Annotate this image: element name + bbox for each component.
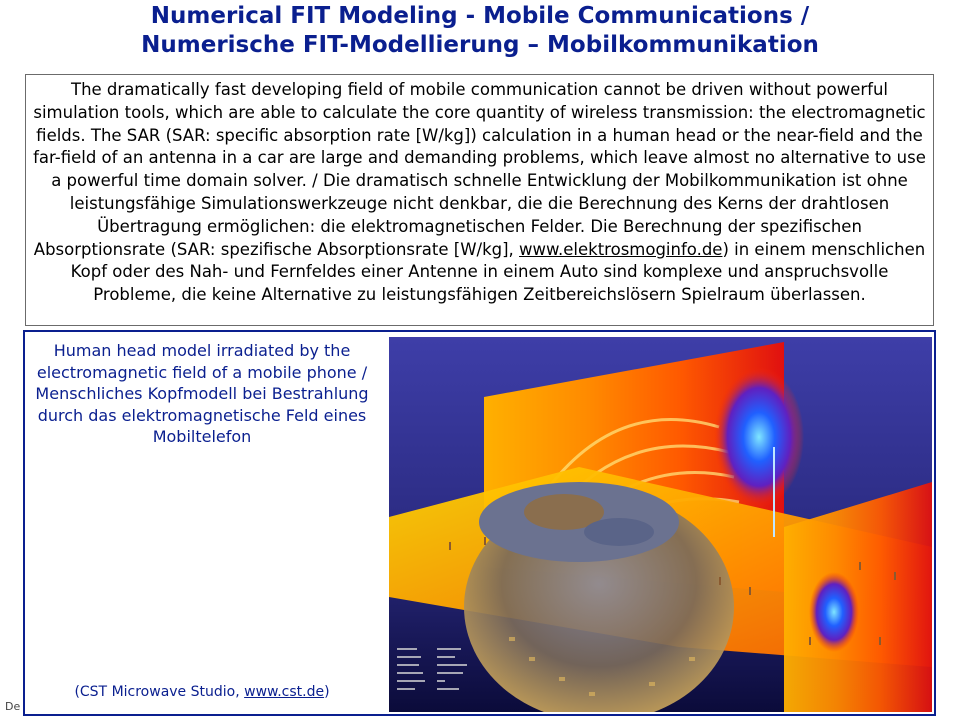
footer-fragment: De	[5, 700, 21, 713]
cst-link[interactable]: www.cst.de	[244, 684, 325, 700]
elektrosmoginfo-link[interactable]: www.elektrosmoginfo.de	[519, 239, 723, 259]
title-line-2: Numerische FIT-Modellierung – Mobilkommunikation	[141, 32, 819, 58]
caption-english: Human head model irradiated by the electromagnetic field of a mobile phone /	[36, 341, 368, 382]
figure-caption	[27, 340, 377, 448]
description-text-part2: ) in einem menschlichen Kopf oder des Nah- und Fernfeldes einer Antenne in einem Auto sind komplexe und anspruchsvolle Probleme, die keine Alternative zu leistungsfähigen Zeitbereichslösern Spielraum überlassen.	[70, 239, 926, 305]
description-textbox	[25, 74, 934, 326]
credit-text-before: (CST Microwave Studio,	[74, 684, 245, 700]
figure-panel	[23, 330, 936, 716]
title-line-1: Numerical FIT Modeling - Mobile Communications /	[150, 3, 810, 29]
slide-title	[0, 2, 960, 60]
simulation-image	[389, 337, 932, 712]
description-text-part1: The dramatically fast developing field of mobile communication cannot be driven without powerful simulation tools, which are able to calculate the core quantity of wireless transmission: the electromagnetic fields. The SAR (SAR: specific absorption rate [W/kg]) calculation in a human head or the near-field and the far-field of an antenna in a car are large and demanding problems, which leave almost no alternative to use a powerful time domain solver. / Die dramatisch schnelle Entwicklung der Mobilkommunikation ist ohne leistungsfähige Simulationswerkzeuge nicht denkbar, die die Berechnung des Kerns der drahtlosen Übertragung ermöglichen: die elektromagnetischen Felder. Die Berechnung der spezifischen Absorptionsrate (SAR: spezifische Absorptionsrate [W/kg],	[33, 80, 926, 259]
caption-german: Menschliches Kopfmodell bei Bestrahlung durch das elektromagnetische Feld eines Mobiltelefon	[35, 384, 369, 446]
figure-credit	[27, 684, 377, 700]
credit-text-after: )	[324, 684, 330, 700]
